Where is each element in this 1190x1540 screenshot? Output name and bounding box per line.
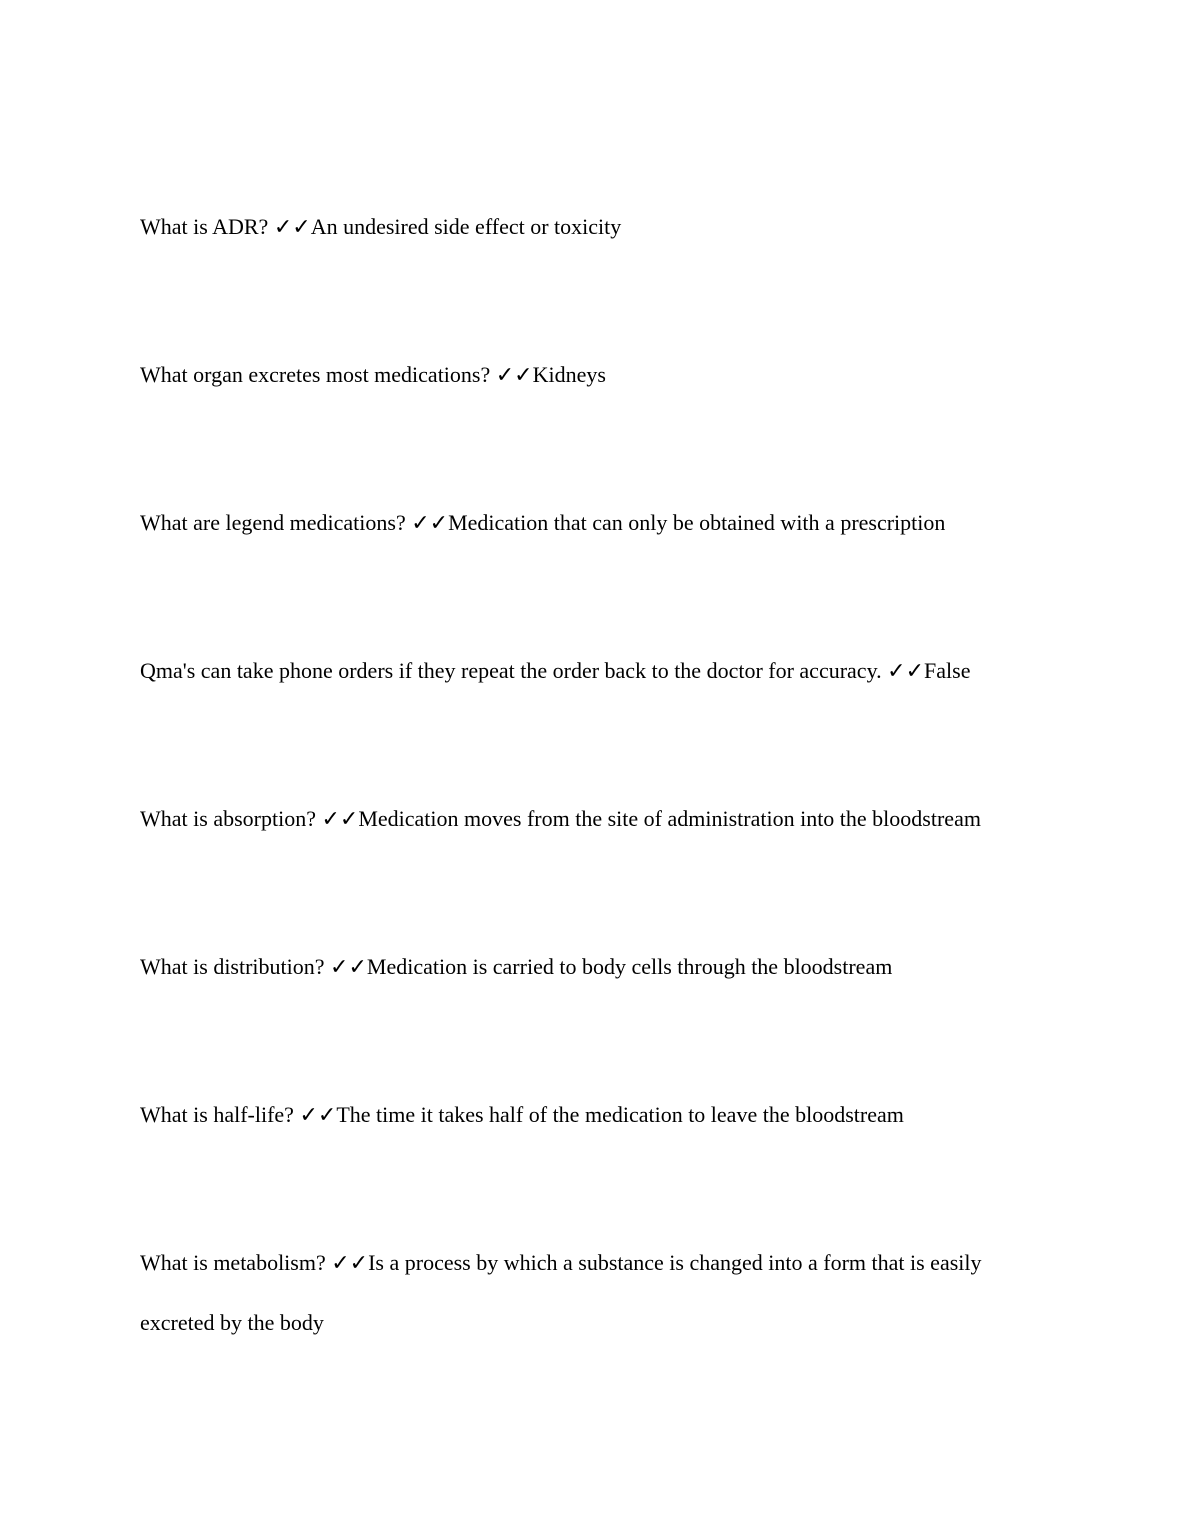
qa-item-phone-orders xyxy=(140,642,1050,702)
double-check-icon: ✓✓ xyxy=(887,659,925,684)
double-check-icon: ✓✓ xyxy=(299,1103,337,1128)
answer-text: Medication is carried to body cells through the bloodstream xyxy=(366,954,893,979)
question-text: What organ excretes most medications? xyxy=(140,362,496,387)
question-answer-list xyxy=(140,208,1050,1352)
double-check-icon: ✓✓ xyxy=(321,807,359,832)
double-check-icon: ✓✓ xyxy=(273,215,311,240)
double-check-icon: ✓✓ xyxy=(495,363,533,388)
qa-item-excretion-organ xyxy=(140,346,1050,406)
answer-text: Is a process by which a substance is changed into a form that is easily excreted by the body xyxy=(140,1250,982,1335)
qa-item-absorption xyxy=(140,790,1050,850)
question-text: What is absorption? xyxy=(140,806,322,831)
question-text: What is distribution? xyxy=(140,954,331,979)
qa-item-legend-medications xyxy=(140,494,1050,554)
question-text: What are legend medications? xyxy=(140,510,412,535)
qa-item-metabolism xyxy=(140,1234,1050,1352)
answer-text: An undesired side effect or toxicity xyxy=(310,214,622,239)
double-check-icon: ✓✓ xyxy=(411,511,449,536)
answer-text: Medication that can only be obtained with a prescription xyxy=(448,510,946,535)
answer-text: The time it takes half of the medication to leave the bloodstream xyxy=(336,1102,904,1127)
double-check-icon: ✓✓ xyxy=(331,1251,369,1276)
question-text: What is metabolism? xyxy=(140,1250,332,1275)
answer-text: False xyxy=(924,658,971,683)
qa-item-distribution xyxy=(140,938,1050,998)
question-text: Qma's can take phone orders if they repeat the order back to the doctor for accuracy. xyxy=(140,658,888,683)
answer-text: Medication moves from the site of administration into the bloodstream xyxy=(358,806,981,831)
double-check-icon: ✓✓ xyxy=(330,955,367,980)
question-text: What is half-life? xyxy=(140,1102,300,1127)
qa-item-adr xyxy=(140,198,1050,258)
answer-text: Kidneys xyxy=(532,362,606,387)
question-text: What is ADR? xyxy=(140,214,274,239)
qa-item-half-life xyxy=(140,1086,1050,1146)
